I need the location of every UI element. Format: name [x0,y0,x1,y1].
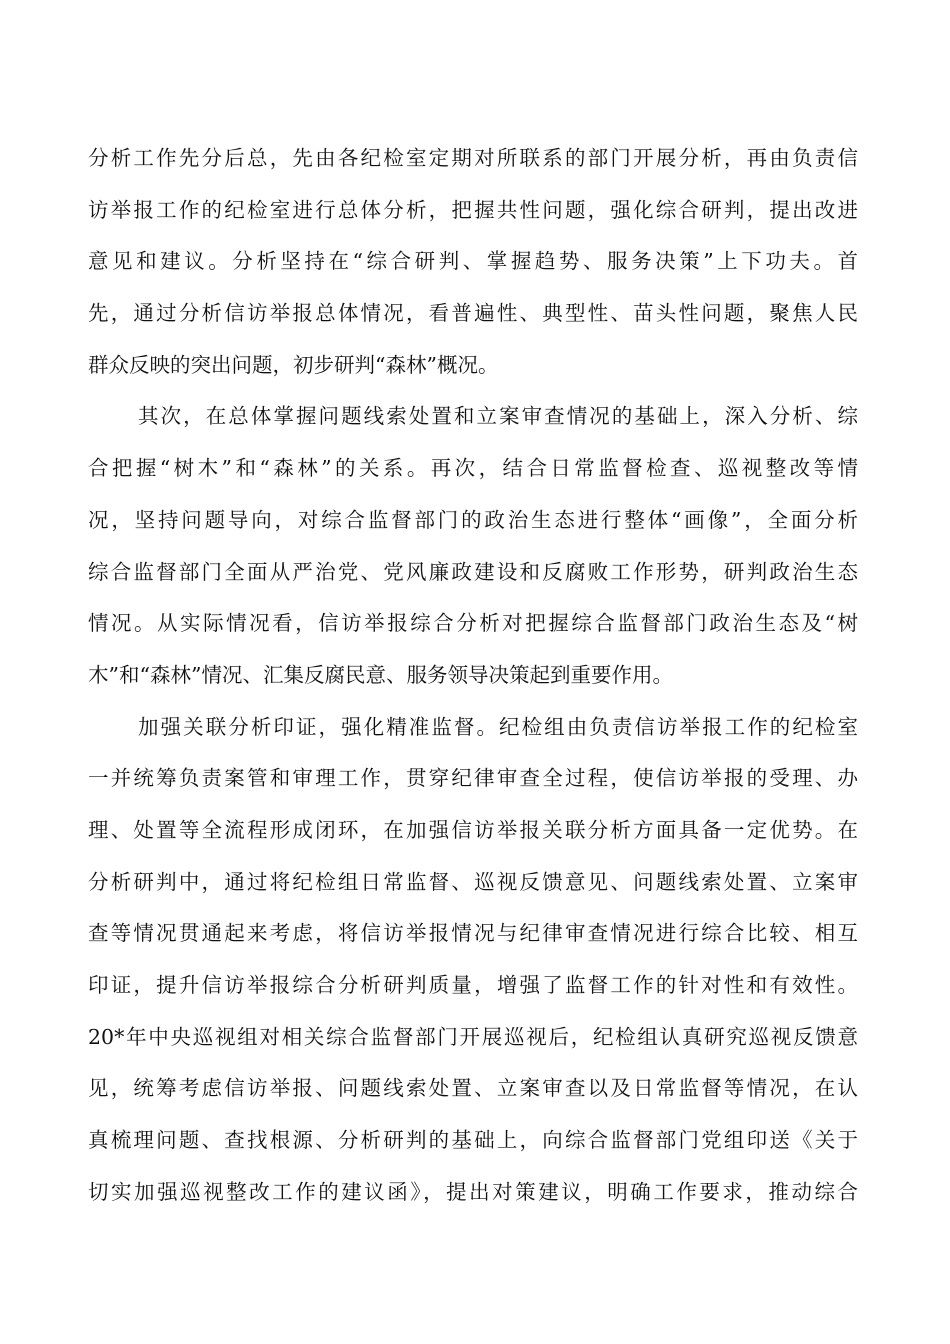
text-line: 情况。从实际情况看，信访举报综合分析对把握综合监督部门政治生态及“树 [88,611,858,636]
text-line: 理、处置等全流程形成闭环，在加强信访举报关联分析方面具备一定优势。在 [88,817,858,842]
text-line: 见，统筹考虑信访举报、问题线索处置、立案审查以及日常监督等情况，在认 [88,1076,858,1101]
text-line: 访举报工作的纪检室进行总体分析，把握共性问题，强化综合研判，提出改进 [88,197,858,222]
text-line: 加强关联分析印证，强化精准监督。纪检组由负责信访举报工作的纪检室 [138,714,858,739]
text-line: 真梳理问题、查找根源、分析研判的基础上，向综合监督部门党组印送《关于 [88,1128,858,1153]
text-line: 意见和建议。分析坚持在“综合研判、掌握趋势、服务决策”上下功夫。首 [88,249,858,274]
text-line: 分析工作先分后总，先由各纪检室定期对所联系的部门开展分析，再由负责信 [88,146,858,170]
text-line: 综合监督部门全面从严治党、党风廉政建设和反腐败工作形势，研判政治生态 [88,559,858,584]
text-line: 木”和“森林”情况、汇集反腐民意、服务领导决策起到重要作用。 [88,662,673,687]
text-line: 印证，提升信访举报综合分析研判质量，增强了监督工作的针对性和有效性。 [88,973,858,997]
text-line: 先，通过分析信访举报总体情况，看普遍性、典型性、苗头性问题，聚焦人民 [88,301,858,326]
text-line: 群众反映的突出问题，初步研判“森林”概况。 [88,352,499,377]
text-line: 切实加强巡视整改工作的建议函》，提出对策建议，明确工作要求，推动综合 [88,1179,858,1204]
text-line: 查等情况贯通起来考虑，将信访举报情况与纪律审查情况进行综合比较、相互 [88,921,858,946]
text-line: 分析研判中，通过将纪检组日常监督、巡视反馈意见、问题线索处置、立案审 [88,869,858,894]
document-body [88,133,858,1218]
text-line: 其次，在总体掌握问题线索处置和立案审查情况的基础上，深入分析、综 [138,404,858,429]
text-line: 一并统筹负责案管和审理工作，贯穿纪律审查全过程，使信访举报的受理、办 [88,766,858,791]
text-line: 20*年中央巡视组对相关综合监督部门开展巡视后，纪检组认真研究巡视反馈意 [88,1024,858,1049]
text-line: 合把握“树木”和“森林”的关系。再次，结合日常监督检查、巡视整改等情 [88,456,858,481]
text-line: 况，坚持问题导向，对综合监督部门的政治生态进行整体“画像”，全面分析 [88,507,858,532]
